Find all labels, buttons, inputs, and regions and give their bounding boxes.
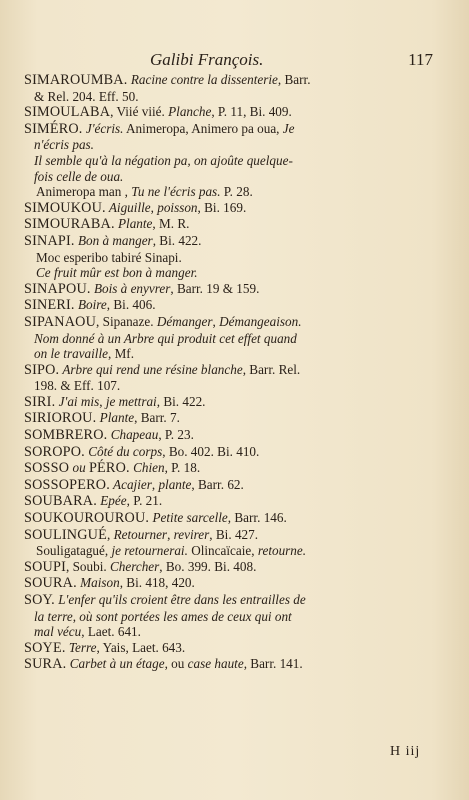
entry-line (24, 250, 433, 266)
headword: SOROPO. (24, 443, 85, 460)
dictionary-entry (24, 297, 433, 314)
headword: SIMOUKOU. (24, 199, 106, 216)
entry-line (24, 543, 433, 559)
italic-gloss: ou (69, 460, 89, 476)
italic-gloss: on le travaille (34, 346, 108, 362)
entry-line (24, 460, 433, 477)
italic-gloss: Chapeau (107, 427, 159, 443)
entry-line (24, 137, 433, 153)
entry-text: , Bo. 402. Bi. 410. (162, 443, 260, 459)
italic-gloss: L'enfer qu'ils croient être dans les entrailles de (54, 592, 306, 607)
entry-line (24, 153, 433, 169)
entry-line (24, 477, 433, 494)
entry-line (24, 378, 433, 394)
entry-text: , (99, 393, 106, 409)
italic-gloss: n'écris pas. (34, 137, 94, 153)
entry-line (24, 427, 433, 444)
entry-line (24, 394, 433, 411)
italic-gloss: Epée (96, 493, 127, 509)
entry-text: P. 28. (220, 184, 253, 200)
entry-text: , Bi. 427. (209, 526, 259, 542)
italic-gloss: Aiguille (105, 199, 151, 215)
entry-line (24, 169, 433, 185)
dictionary-entry (24, 592, 433, 640)
entry-line (24, 624, 433, 640)
entry-line (24, 592, 433, 609)
headword: SIMOURABA. (24, 216, 115, 233)
entry-text: , Soubi. (66, 558, 110, 574)
headword: SOURA. (24, 575, 77, 592)
italic-gloss: fois celle de oua. (34, 168, 124, 184)
entry-text: , Barr. (277, 72, 311, 87)
italic-gloss: je retournerai. (111, 543, 188, 559)
italic-gloss: Ce fruit mûr est bon à manger. (36, 265, 198, 281)
entry-text: , Mf. (107, 346, 134, 362)
entry-text: , M. R. (152, 216, 190, 232)
entry-line (24, 297, 433, 314)
dictionary-entry (24, 640, 433, 657)
entry-line (24, 527, 433, 544)
entry-text: , ou (164, 656, 188, 672)
italic-gloss: où sont portées les ames de ceux qui ont (79, 608, 292, 624)
italic-gloss: Je (282, 120, 295, 136)
entry-text: , (151, 476, 159, 492)
entry-text: , Barr. 19 & 159. (170, 280, 260, 296)
headword: SOUBARA. (24, 493, 97, 510)
entry-text: , Bi. 406. (106, 297, 156, 313)
italic-gloss: poisson (157, 199, 198, 215)
entry-text: & Rel. 204. Eff. 50. (34, 88, 139, 104)
headword: SOYE. (24, 639, 66, 656)
italic-gloss: retourne. (257, 543, 307, 559)
italic-gloss: case haute (187, 656, 244, 672)
italic-gloss: Côté du corps (84, 443, 163, 459)
italic-gloss: Planche (168, 104, 212, 120)
italic-gloss: J'ai mis (55, 393, 100, 409)
running-title: Galibi François. (150, 50, 264, 69)
dictionary-entry (24, 233, 433, 281)
entry-text: Animeropa man , (36, 184, 132, 200)
headword: SIPO. (24, 361, 60, 378)
italic-gloss: Plante (96, 410, 135, 426)
italic-gloss: Il semble qu'à la négation pa, on ajoûte quelque- (34, 152, 293, 168)
signature-mark: H iij (390, 744, 421, 759)
entry-text: , Viié viié. (110, 104, 169, 120)
headword: SIRI. (24, 393, 56, 410)
entry-line (24, 410, 433, 427)
entry-line (24, 184, 433, 200)
entry-line (24, 72, 433, 89)
italic-gloss: Tu ne l'écris pas. (131, 184, 221, 200)
dictionary-entry (24, 444, 433, 461)
italic-gloss: Petite sarcelle (149, 510, 228, 526)
dictionary-entry (24, 460, 433, 477)
italic-gloss: je mettrai (105, 393, 157, 409)
dictionary-entry (24, 104, 433, 121)
italic-gloss: Acajier (109, 476, 152, 492)
entry-line (24, 656, 433, 673)
dictionary-entry (24, 410, 433, 427)
entry-line (24, 510, 433, 527)
dictionary-entry (24, 362, 433, 394)
entry-line (24, 493, 433, 510)
dictionary-entry (24, 559, 433, 576)
italic-gloss: revirer (173, 526, 210, 542)
entry-line (24, 575, 433, 592)
headword: SIMOULABA (24, 104, 111, 121)
dictionary-entry (24, 527, 433, 559)
entry-text: Animeropa, Animero pa oua, (123, 120, 283, 136)
dictionary-entry (24, 493, 433, 510)
dictionary-entry (24, 477, 433, 494)
entry-text: , P. 18. (164, 460, 201, 476)
italic-gloss: Boire (74, 297, 107, 313)
italic-gloss: la terre (34, 608, 73, 624)
headword: SIPANAOU (24, 313, 97, 330)
entry-line (24, 121, 433, 138)
entry-text: , Bi. 422. (156, 393, 206, 409)
dictionary-entry (24, 216, 433, 233)
headword: SIMAROUMBA. (24, 72, 128, 88)
dictionary-entry (24, 510, 433, 527)
entry-text: , Sipanaze. (96, 313, 157, 329)
entry-line (24, 609, 433, 625)
entry-line (24, 89, 433, 105)
entry-text: Moc esperibo tabiré Sinapi. (36, 249, 182, 265)
headword: SOY. (24, 592, 55, 608)
entry-text: , Barr. 141. (243, 656, 303, 672)
headword: SURA. (24, 656, 67, 673)
entry-text: , (167, 526, 174, 542)
italic-gloss: Démangeaison. (219, 313, 302, 329)
entry-text: , Bi. 422. (152, 232, 202, 248)
entry-line (24, 104, 433, 121)
italic-gloss: Démanger (156, 313, 213, 329)
italic-gloss: Plante (114, 216, 153, 232)
entry-text: Olincaïcaie, (187, 543, 258, 559)
headword: SOMBRERO. (24, 427, 108, 444)
entry-line (24, 233, 433, 250)
italic-gloss: Chercher (109, 558, 160, 574)
headword: SOUPI (24, 558, 66, 575)
headword: SINERI. (24, 297, 75, 314)
headword: SIRIOROU. (24, 410, 97, 427)
italic-gloss: Arbre qui rend une résine blanche (59, 361, 243, 377)
entry-line (24, 331, 433, 347)
entry-line (24, 314, 433, 331)
dictionary-entries (24, 72, 433, 673)
entry-text: , (212, 313, 220, 329)
entry-text: , P. 21. (126, 493, 163, 509)
entry-text: , Bo. 399. Bi. 408. (159, 558, 257, 574)
italic-gloss: Nom donné à un Arbre qui produit cet effet quand (34, 330, 297, 346)
entry-text: 198. & Eff. 107. (34, 378, 121, 394)
page-header (24, 50, 433, 72)
headword: SOSSO (24, 460, 70, 477)
dictionary-entry (24, 656, 433, 673)
entry-line (24, 281, 433, 298)
entry-text: , Bi. 418, 420. (119, 575, 195, 591)
entry-text: , Barr. 62. (191, 476, 244, 492)
entry-text: , Barr. 146. (227, 510, 287, 526)
entry-line (24, 265, 433, 281)
dictionary-entry (24, 427, 433, 444)
entry-line (24, 216, 433, 233)
headword: SINAPOU. (24, 280, 91, 297)
italic-gloss: Bois à enyvrer (90, 280, 171, 296)
italic-gloss: mal vécu (34, 624, 82, 640)
italic-gloss: J'écris. (82, 120, 124, 136)
entry-line (24, 444, 433, 461)
entry-text: , Barr. 7. (134, 410, 180, 426)
entry-line (24, 362, 433, 379)
headword: SOULINGUÉ (24, 526, 107, 543)
entry-text: , (106, 526, 114, 542)
italic-gloss: Chien (129, 460, 165, 476)
entry-text: , P. 11, Bi. 409. (211, 104, 292, 120)
entry-text: , P. 23. (158, 427, 194, 443)
dictionary-entry (24, 394, 433, 411)
italic-gloss: plante (158, 476, 192, 492)
entry-text: , (72, 608, 80, 624)
headword: SINAPI. (24, 232, 75, 249)
entry-text: , (150, 199, 158, 215)
entry-line (24, 640, 433, 657)
headword: PÉRO. (88, 460, 130, 477)
dictionary-entry (24, 121, 433, 200)
italic-gloss: Terre (65, 639, 97, 655)
page-number: 117 (408, 50, 433, 69)
entry-text: , Barr. Rel. (242, 361, 301, 377)
entry-line (24, 346, 433, 362)
dictionary-entry (24, 314, 433, 362)
entry-text: , Laet. 641. (81, 624, 141, 640)
italic-gloss: Racine contre la dissenterie (127, 72, 278, 87)
italic-gloss: Retourner (113, 526, 168, 542)
headword: SIMÉRO. (24, 120, 83, 137)
entry-line (24, 200, 433, 217)
headword: SOSSOPERO. (24, 476, 110, 493)
dictionary-entry (24, 72, 433, 104)
dictionary-entry (24, 575, 433, 592)
entry-line (24, 559, 433, 576)
italic-gloss: Bon à manger (74, 232, 153, 248)
italic-gloss: Maison (76, 575, 120, 591)
entry-text: , Yais, Laet. 643. (96, 639, 186, 655)
entry-text: , Bi. 169. (197, 199, 247, 215)
entry-text: Souligatagué, (36, 543, 112, 559)
dictionary-entry (24, 281, 433, 298)
dictionary-entry (24, 200, 433, 217)
italic-gloss: Carbet à un étage (66, 656, 165, 672)
headword: SOUKOUROUROU. (24, 510, 150, 527)
